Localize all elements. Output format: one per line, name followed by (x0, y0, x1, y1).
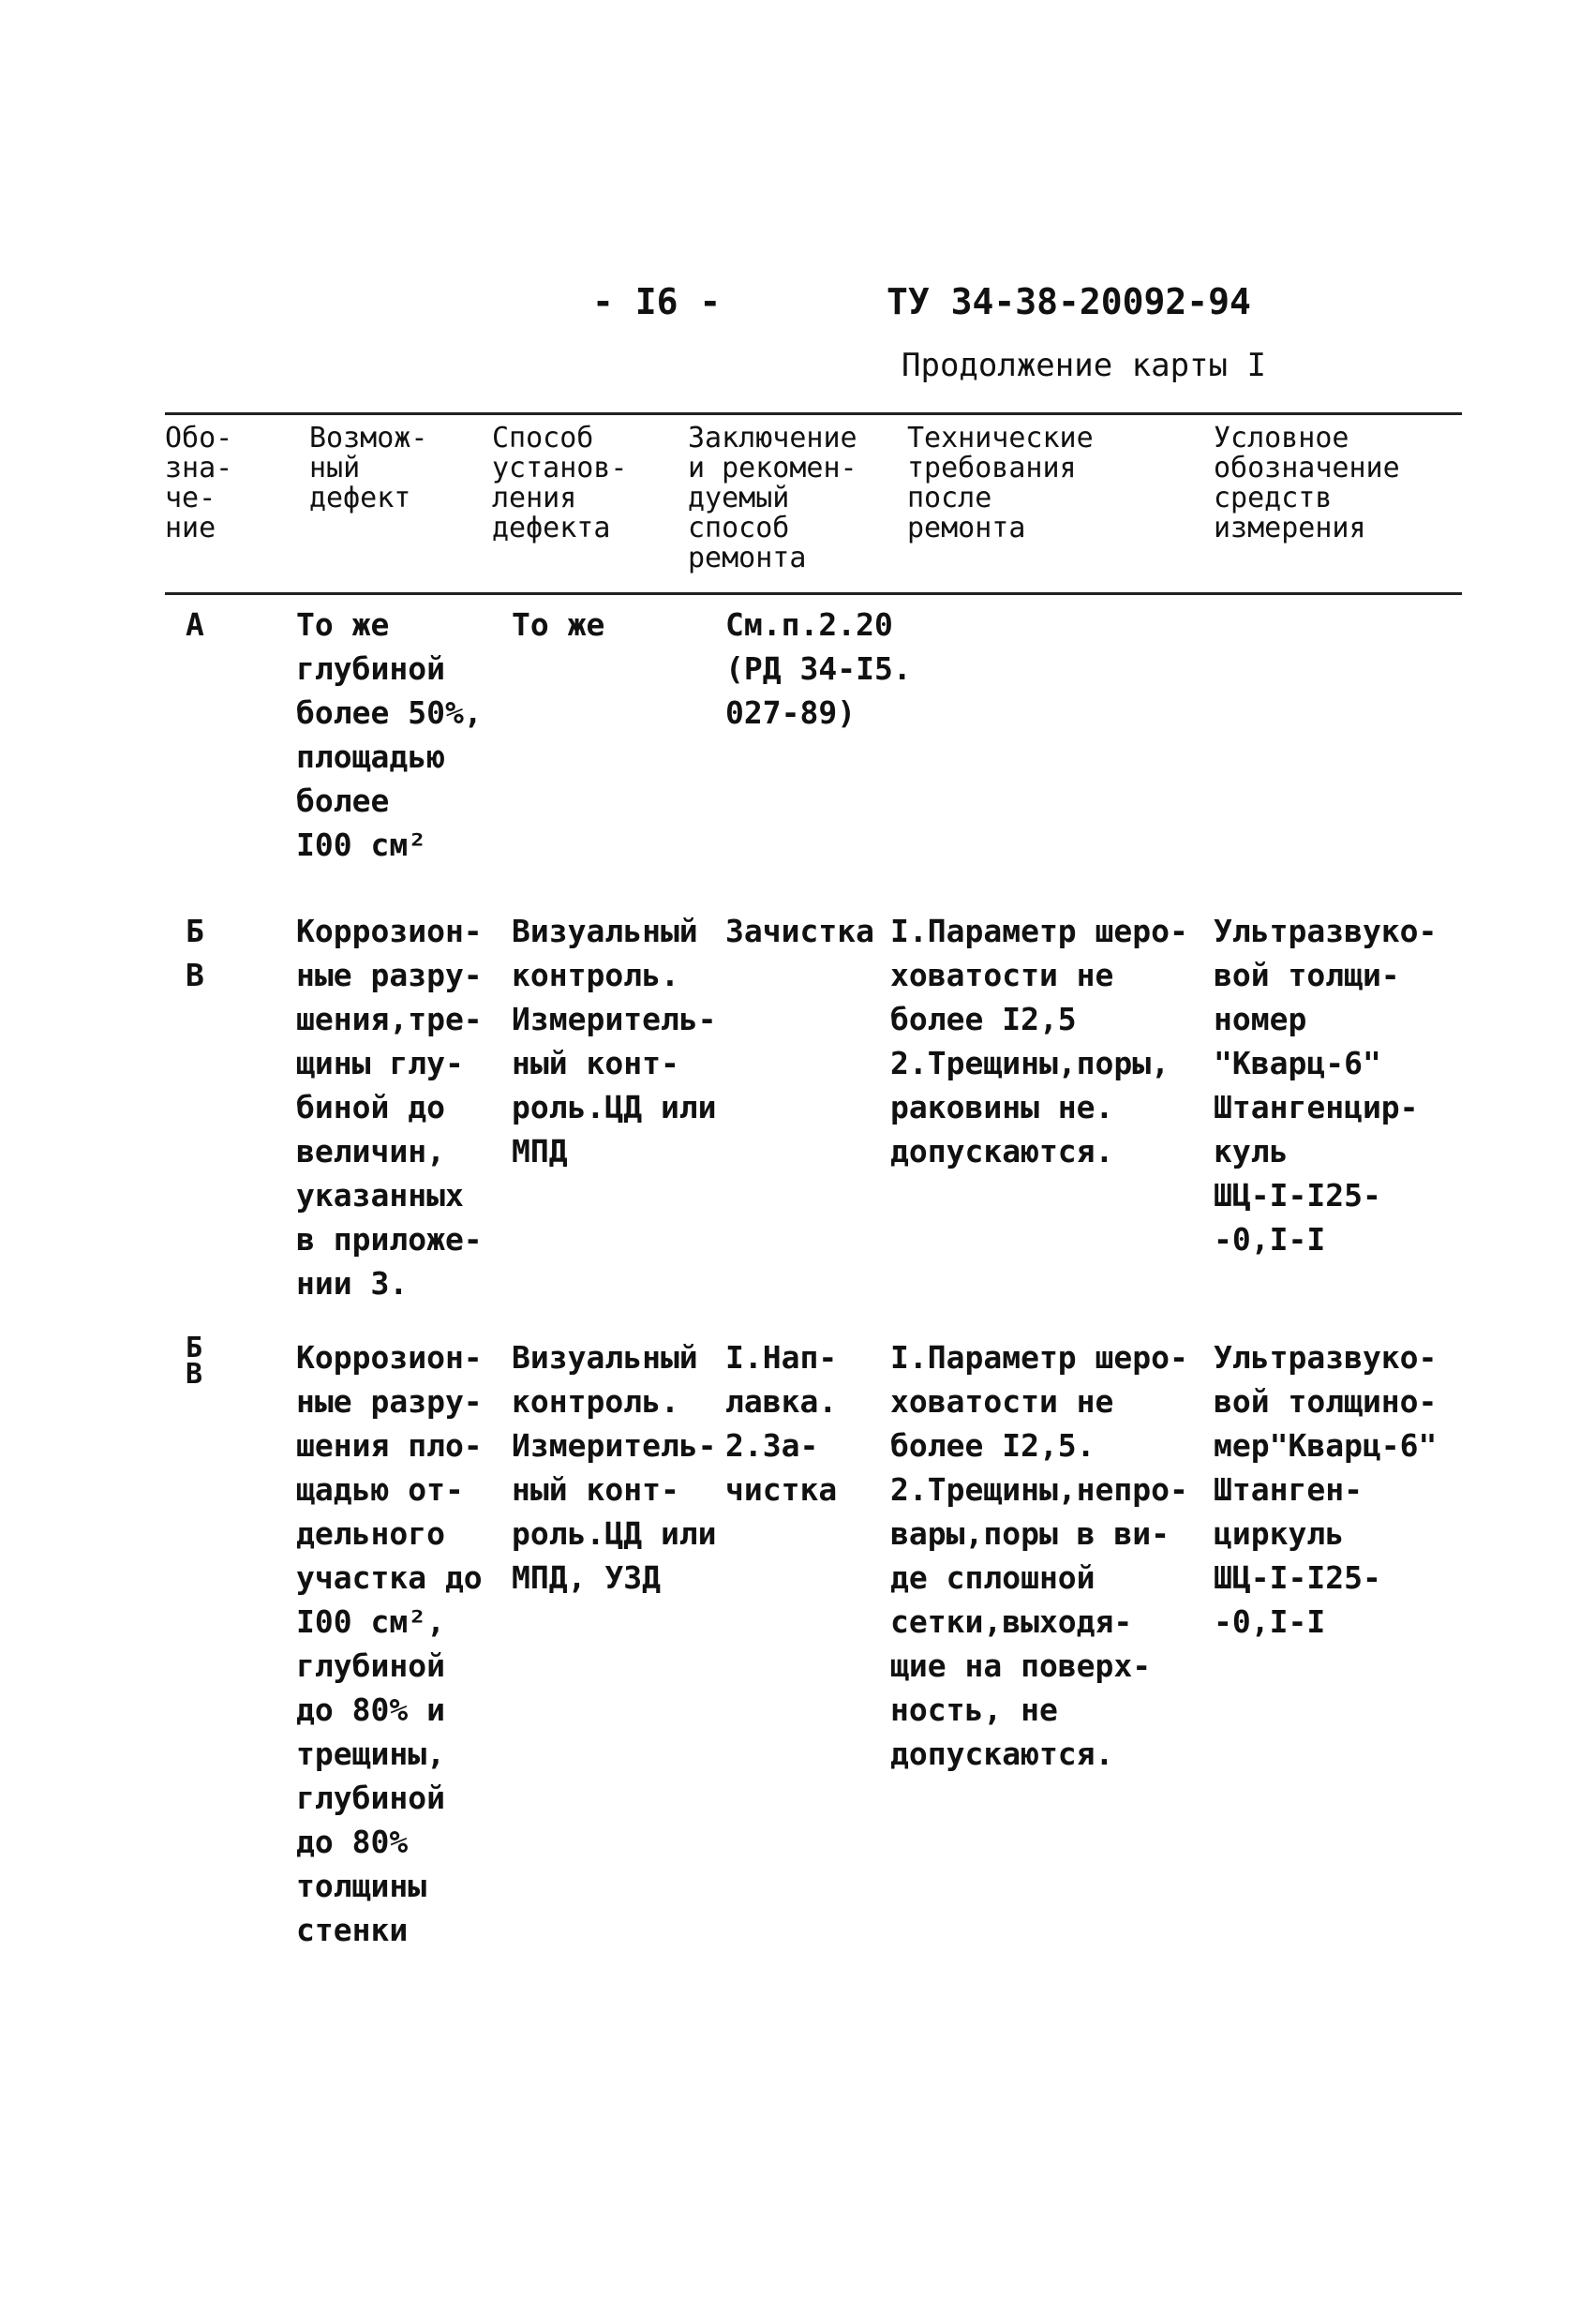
column-header-repair: Заключение и рекомен- дуемый способ ремонта (688, 422, 857, 574)
column-header-requirements: Технические требования после ремонта (907, 422, 1094, 544)
page-number: - I6 - (592, 281, 722, 322)
row-instruments: Ультразвуко- вой толщино- мер"Кварц-6" Штанген- циркуль ШЦ-I-I25- -0,I-I (1214, 1339, 1438, 1640)
row-repair: I.Нап- лавка. 2.За- чистка (725, 1339, 838, 1508)
row-defect: То же глубиной более 50%, площадью более I00 см² (296, 606, 483, 863)
row-designation: А (186, 606, 204, 643)
column-header-instruments: Условное обозначение средств измерения (1214, 422, 1400, 544)
continuation-title: Продолжение карты I (902, 347, 1266, 384)
column-header-designation: Обо- зна- че- ние (165, 422, 233, 544)
row-repair: См.п.2.20 (РД 34-I5. 027-89) (725, 606, 912, 731)
row-defect: Коррозион- ные разру- шения,тре- щины глу- биной до величин, указанных в приложе- нии 3. (296, 913, 483, 1302)
table-header-rule (165, 592, 1462, 595)
row-defect: Коррозион- ные разру- шения пло- щадью от- дельного участка до I00 см², глубиной до 80% и трещины, глубиной до 80% толщины стенки (296, 1339, 483, 1948)
row-repair: Зачистка (725, 913, 874, 949)
document-code: ТУ 34-38-20092-94 (887, 281, 1251, 322)
row-instruments: Ультразвуко- вой толщи- номер "Кварц-6" Штангенцир- куль ШЦ-I-I25- -0,I-I (1214, 913, 1438, 1258)
row-designation: Б В (186, 913, 204, 993)
row-requirements: I.Параметр шеро- ховатости не более I2,5 2.Трещины,поры, раковины не. допускаются. (890, 913, 1188, 1169)
row-method: Визуальный контроль. Измеритель- ный конт- роль.ЦД или МПД, УЗД (512, 1339, 717, 1596)
row-requirements: I.Параметр шеро- ховатости не более I2,5. 2.Трещины,непро- вары,поры в ви- де сплошной сетки,выходя- щие на поверх- ность, не допускаются. (890, 1339, 1188, 1772)
row-designation: Б В (186, 1332, 203, 1391)
row-method: То же (512, 606, 605, 643)
row-method: Визуальный контроль. Измеритель- ный конт- роль.ЦД или МПД (512, 913, 717, 1169)
table-top-rule (165, 412, 1462, 415)
column-header-method: Способ установ- ления дефекта (492, 422, 628, 544)
column-header-defect: Возмож- ный дефект (309, 422, 428, 514)
